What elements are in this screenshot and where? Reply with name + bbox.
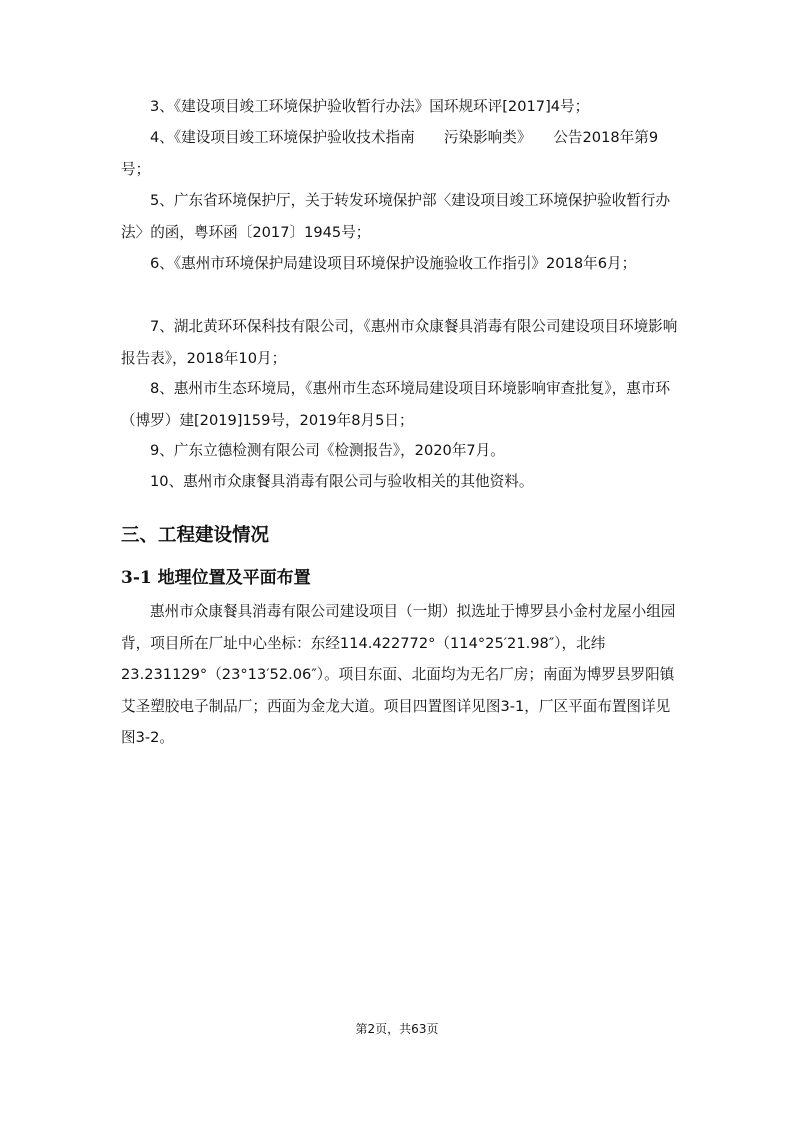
reference-item-8: 8、惠州市生态环境局，《惠州市生态环境局建设项目环境影响审查批复》，惠市环（博罗）建[2019]159号，2019年8月5日；: [121, 380, 671, 429]
location-paragraph: 惠州市众康餐具消毒有限公司建设项目（一期）拟选址于博罗县小金村龙屋小组园背，项目所在厂址中心坐标：东经114.422772°（114°25′21.98″），北纬23.231129°（23°13′52.06″）。项目东面、北面均为无名厂房；南面为博罗县罗阳镇艾圣塑胶电子制品厂；西面为金龙大道。项目四置图详见图3-1，厂区平面布置图详见图3-2。: [121, 603, 676, 746]
reference-item-5: 5、广东省环境保护厅，关于转发环境保护部〈建设项目竣工环境保护验收暂行办法〉的函，粤环函〔2017〕1945号；: [121, 192, 671, 241]
reference-item-9: 9、广东立德检测有限公司《检测报告》，2020年7月。: [150, 442, 505, 459]
sub-heading: 3-1 地理位置及平面布置: [121, 568, 311, 588]
reference-item-4: 4、《建设项目竣工环境保护验收技术指南 污染影响类》 公告2018年第9号；: [121, 129, 659, 178]
section-heading: 三、工程建设情况: [121, 525, 270, 546]
reference-item-7: 7、湖北黄环环保科技有限公司，《惠州市众康餐具消毒有限公司建设项目环境影响报告表》，2018年10月；: [121, 318, 678, 367]
reference-item-10: 10、惠州市众康餐具消毒有限公司与验收相关的其他资料。: [150, 473, 534, 490]
page-footer: 第2页，共63页: [355, 1022, 439, 1036]
reference-item-6: 6、《惠州市环境保护局建设项目环境保护设施验收工作指引》2018年6月；: [150, 255, 637, 272]
reference-item-3: 3、《建设项目竣工环境保护验收暂行办法》国环规环评[2017]4号；: [150, 98, 590, 115]
